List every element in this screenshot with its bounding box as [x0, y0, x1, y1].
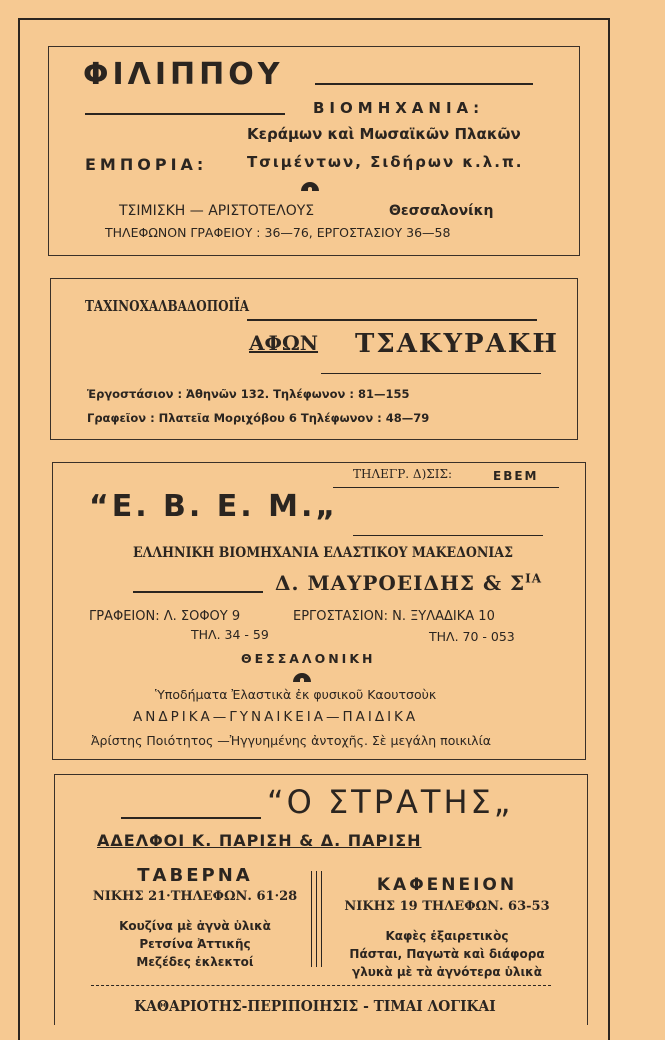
- ad4-divider-2: [316, 871, 317, 967]
- ad3-owner-sup: ΙΑ: [525, 571, 543, 586]
- ad3-owner-text: Δ. ΜΑΥΡΟΕΙΔΗΣ & Σ: [275, 571, 526, 595]
- ad2-rule-mid: [321, 373, 541, 374]
- ad3-city: ΘΕΣΣΑΛΟΝΙΚΗ: [241, 651, 376, 666]
- ad3-telegr: ΤΗΛΕΓΡ. Δ)ΣΙΣ:: [353, 467, 453, 481]
- ad4-left-line3: Μεζέδες ἐκλεκτοί: [136, 955, 254, 969]
- ad1-city: Θεσσαλονίκη: [389, 203, 494, 219]
- ad1-industry-value: Κεράμων καὶ Μωσαϊκῶν Πλακῶν: [247, 125, 521, 143]
- ad-o-stratis: [54, 774, 588, 1025]
- ad4-name: “Ο ΣΤΡΑΤΗΣ„: [267, 783, 514, 821]
- ad3-telegr-code: ΕΒΕΜ: [493, 469, 539, 483]
- ad4-divider: [311, 871, 312, 967]
- ad2-trade: ΤΑΧΙΝΟΧΑΛΒΑΔΟΠΟΙΪΑ: [85, 297, 250, 315]
- ad4-left-title: ΤΑΒΕΡΝΑ: [137, 865, 253, 886]
- ad1-rule-top: [315, 83, 533, 85]
- ad2-name: ΤΣΑΚΥΡΑΚΗ: [355, 329, 559, 359]
- ad2-factory: Ἐργοστάσιον : Ἀθηνῶν 132. Τηλέφωνον : 81—155: [87, 387, 410, 401]
- ad4-left-address: ΝΙΚΗΣ 21·ΤΗΛΕΦΩΝ. 61·28: [92, 889, 298, 904]
- ad3-industry: ΕΛΛΗΝΙΚΗ ΒΙΟΜΗΧΑΝΙΑ ΕΛΑΣΤΙΚΟΥ ΜΑΚΕΔΟΝΙΑΣ: [133, 545, 513, 561]
- ad1-industry-label: ΒΙΟΜΗΧΑΝΙΑ:: [313, 99, 485, 117]
- ad1-phones: ΤΗΛΕΦΩΝΟΝ ΓΡΑΦΕΙΟΥ : 36—76, ΕΡΓΟΣΤΑΣΙΟΥ 36—58: [105, 225, 451, 240]
- ornament-fan-icon: [293, 673, 311, 682]
- ad-evem: [52, 462, 586, 760]
- ad4-right-line2: Πάσται, Παγωτὰ καὶ διάφορα: [349, 947, 545, 961]
- ad2-office: Γραφεῖον : Πλατεῖα Μοριχόβου 6 Τηλέφωνον : 48—79: [87, 411, 430, 425]
- ad4-divider-3: [321, 871, 322, 967]
- ad4-right-line3: γλυκὰ μὲ τὰ ἁγνότερα ὑλικὰ: [352, 965, 542, 979]
- ad2-rule-top: [247, 319, 537, 321]
- ad4-right-title: ΚΑΦΕΝΕΙΟΝ: [376, 875, 518, 895]
- ad3-office: ΓΡΑΦΕΙΟΝ: Λ. ΣΟΦΟΥ 9: [89, 609, 241, 624]
- ad4-rule-left: [121, 817, 261, 819]
- ad3-name: “Ε. Β. Ε. Μ.„: [89, 489, 339, 524]
- ad3-rule-left: [133, 591, 263, 593]
- ad3-quality: Ἀρίστης Ποιότητος —Ἠγγυημένης ἀντοχῆς. Σὲ μεγάλη ποικιλία: [91, 733, 492, 748]
- ad3-products: Ὑποδήματα Ἐλαστικὰ ἐκ φυσικοῦ Καουτσοὺκ: [155, 687, 437, 702]
- ad4-left-line1: Κουζίνα μὲ ἁγνὰ ὑλικὰ: [119, 919, 271, 933]
- ad3-rule-mid: [353, 535, 543, 536]
- ad1-name: ΦΙΛΙΠΠΟΥ: [83, 57, 284, 92]
- ad-tsakyraki: [50, 278, 578, 440]
- ad4-left-line2: Ρετσίνα Ἀττικῆς: [139, 937, 251, 951]
- ad-filippou: [48, 46, 580, 256]
- ad1-address: ΤΣΙΜΙΣΚΗ — ΑΡΙΣΤΟΤΕΛΟΥΣ: [119, 203, 315, 219]
- ad2-brothers: ΑΦΩΝ: [249, 331, 319, 355]
- ornament-fan-icon: [301, 182, 319, 191]
- ad4-right-line1: Καφὲς ἐξαιρετικὸς: [385, 929, 509, 943]
- ad4-footer: ΚΑΘΑΡΙΟΤΗΣ-ΠΕΡΙΠΟΙΗΣΙΣ - ΤΙΜΑΙ ΛΟΓΙΚΑΙ: [134, 997, 496, 1015]
- ad1-trade-label: ΕΜΠΟΡΙΑ:: [85, 155, 208, 174]
- ad1-rule-left: [85, 113, 285, 115]
- ad1-trade-value: Τσιμέντων, Σιδήρων κ.λ.π.: [247, 153, 524, 171]
- ad3-factory-tel: ΤΗΛ. 70 - 053: [429, 629, 515, 644]
- ad4-rule-bottom: [91, 985, 551, 986]
- ad3-rule-top: [333, 487, 559, 488]
- ad4-owners: ΑΔΕΛΦΟΙ Κ. ΠΑΡΙΣΗ & Δ. ΠΑΡΙΣΗ: [97, 831, 422, 850]
- ad3-categories: ΑΝΔΡΙΚΑ—ΓΥΝΑΙΚΕΙΑ—ΠΑΙΔΙΚΑ: [133, 709, 419, 725]
- ad3-office-tel: ΤΗΛ. 34 - 59: [191, 627, 269, 642]
- ad3-factory: ΕΡΓΟΣΤΑΣΙΟΝ: Ν. ΞΥΛΑΔΙΚΑ 10: [293, 609, 495, 624]
- ad3-owner: [275, 571, 542, 595]
- ad4-right-address: ΝΙΚΗΣ 19 ΤΗΛΕΦΩΝ. 63-53: [344, 899, 550, 914]
